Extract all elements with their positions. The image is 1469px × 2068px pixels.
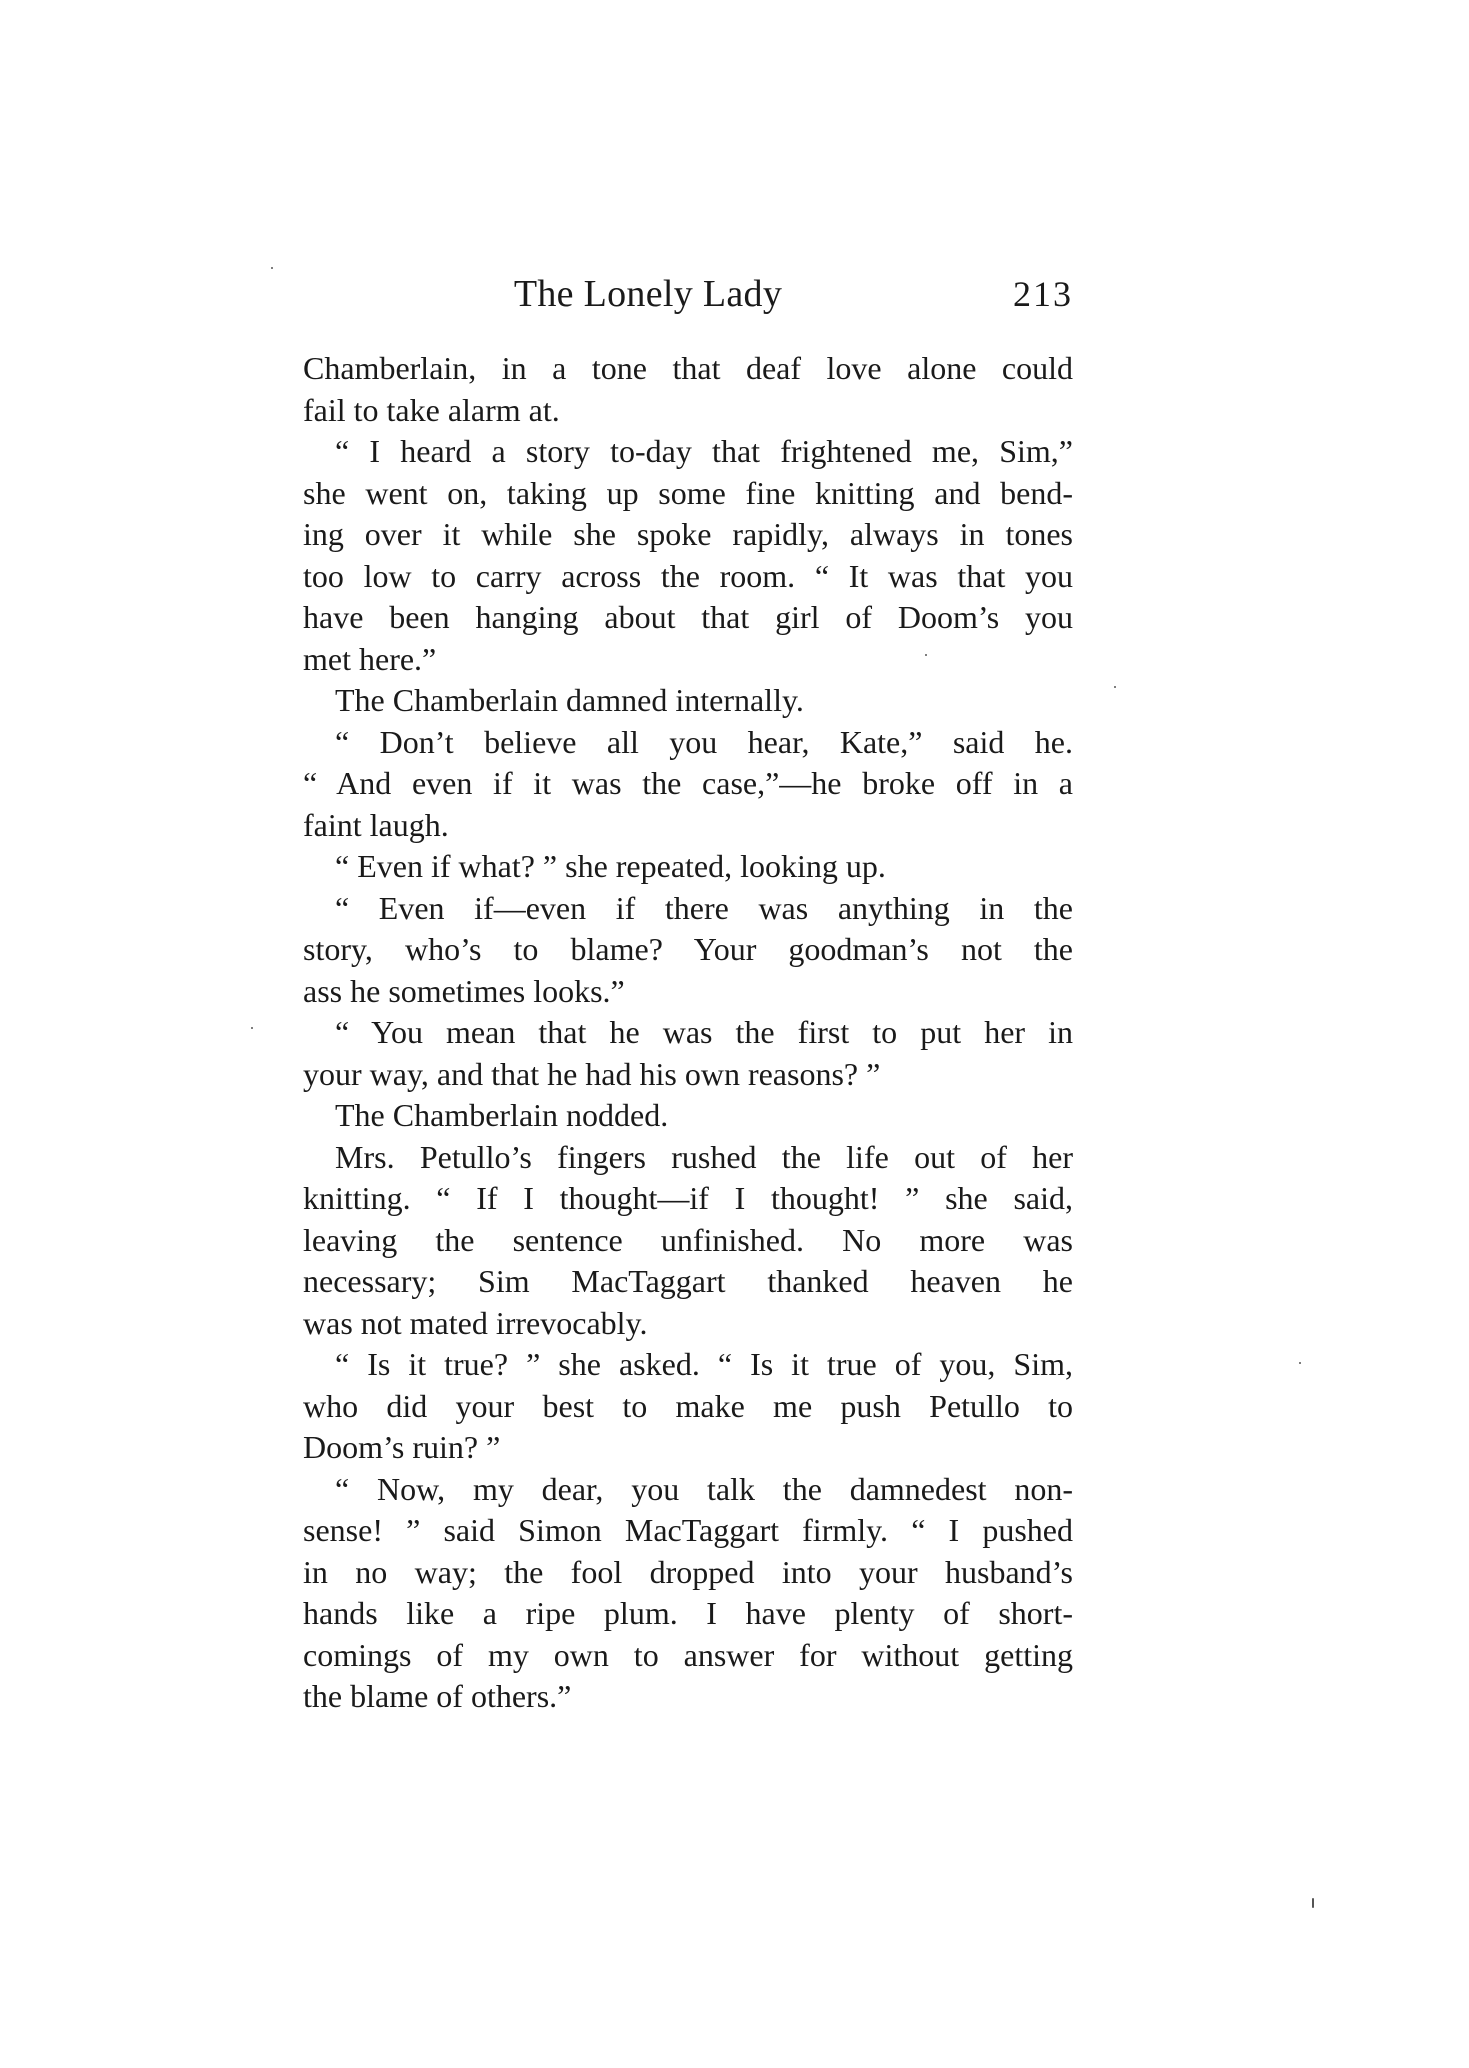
text-line: in no way; the fool dropped into your husband’s [303, 1553, 1073, 1590]
text-line: “ I heard a story to-day that frightened me, Sim,” [335, 433, 1073, 469]
text-line: necessary; Sim MacTaggart thanked heaven he [303, 1263, 1073, 1299]
scan-speck [1299, 1362, 1301, 1364]
scan-speck [925, 654, 927, 656]
text-line: The Chamberlain damned internally. [335, 682, 804, 718]
scan-speck [1114, 686, 1116, 688]
text-line: “ Now, my dear, you talk the damnedest non- [335, 1470, 1073, 1507]
text-line: too low to carry across the room. “ It was that you [303, 557, 1073, 594]
text-line: hands like a ripe plum. I have plenty of short- [303, 1595, 1073, 1631]
text-line: comings of my own to answer for without getting [303, 1636, 1073, 1673]
text-line: Doom’s ruin? ” [303, 1429, 501, 1465]
text-line: have been hanging about that girl of Doom’s you [303, 599, 1073, 635]
text-line: leaving the sentence unfinished. No more was [303, 1221, 1073, 1258]
text-line: Mrs. Petullo’s fingers rushed the life out of her [335, 1138, 1073, 1175]
text-line: was not mated irrevocably. [303, 1304, 648, 1341]
text-line: “ And even if it was the case,”—he broke off in a [303, 765, 1073, 801]
text-line: who did your best to make me push Petullo to [303, 1387, 1073, 1424]
text-line: knitting. “ If I thought—if I thought! ” she said, [303, 1180, 1073, 1216]
text-line: she went on, taking up some fine knitting and bend- [303, 474, 1073, 511]
scan-speck [251, 1027, 253, 1029]
text-line: the blame of others.” [303, 1678, 572, 1714]
running-title: The Lonely Lady [513, 273, 783, 315]
text-line: faint laugh. [303, 806, 449, 843]
text-line: “ Even if what? ” she repeated, looking up. [335, 848, 886, 884]
text-line: “ You mean that he was the first to put her in [335, 1014, 1073, 1050]
text-line: “ Even if—even if there was anything in the [335, 889, 1073, 926]
text-line: ing over it while she spoke rapidly, always in tones [303, 516, 1073, 552]
page-number: 213 [1013, 274, 1073, 314]
text-line: your way, and that he had his own reasons? ” [303, 1055, 881, 1092]
text-line: ass he sometimes looks.” [303, 972, 625, 1009]
text-line: Chamberlain, in a tone that deaf love alone could [303, 350, 1073, 386]
body-text [303, 348, 1073, 1718]
scan-speck [271, 267, 273, 269]
text-line: sense! ” said Simon MacTaggart firmly. “ I pushed [303, 1512, 1073, 1548]
text-line: “ Is it true? ” she asked. “ Is it true of you, Sim, [335, 1346, 1073, 1382]
scan-speck [1312, 1898, 1314, 1908]
text-line: met here.” [303, 640, 437, 677]
text-line: The Chamberlain nodded. [335, 1097, 669, 1133]
text-line: “ Don’t believe all you hear, Kate,” said he. [335, 723, 1073, 760]
text-line: story, who’s to blame? Your goodman’s not the [303, 931, 1073, 967]
running-head [303, 268, 1073, 320]
text-line: fail to take alarm at. [303, 391, 560, 428]
